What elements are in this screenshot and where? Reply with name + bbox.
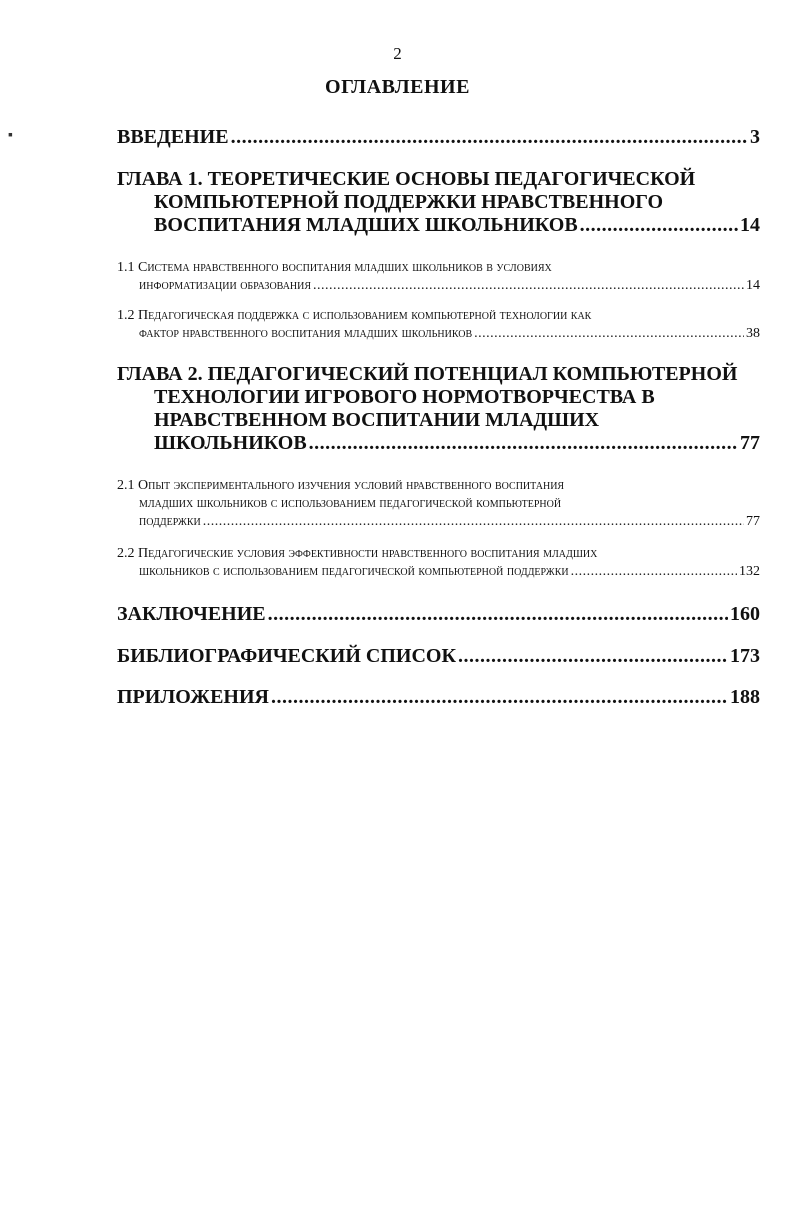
toc-entry-page: 3	[750, 126, 760, 148]
toc-entry-appendices[interactable]	[117, 686, 760, 709]
toc-entry-page: 173	[730, 645, 760, 667]
toc-entry-title: информатизации образования	[139, 278, 312, 293]
toc-entry-section-2-2[interactable]	[117, 545, 760, 581]
toc-entry-title: БИБЛИОГРАФИЧЕСКИЙ СПИСОК	[117, 645, 456, 667]
toc-entry-title: поддержки	[139, 514, 201, 529]
dot-leader	[268, 603, 728, 626]
page-number: 2	[393, 44, 402, 63]
toc-entry-section-1-2[interactable]	[117, 307, 760, 343]
toc-entry-page: 14	[746, 278, 760, 293]
toc-entry-chapter-2[interactable]	[117, 363, 760, 455]
dot-leader	[271, 686, 728, 709]
toc-entry-title: 2.1 Опыт экспериментального изучения условий нравственного воспитания	[117, 478, 565, 493]
toc-entry-conclusion[interactable]	[117, 603, 760, 626]
toc-entry-page: 77	[740, 432, 760, 454]
toc-entry-title: ГЛАВА 2. ПЕДАГОГИЧЕСКИЙ ПОТЕНЦИАЛ КОМПЬЮТЕРНОЙ	[117, 363, 738, 385]
toc-entry-title: ЗАКЛЮЧЕНИЕ	[117, 603, 266, 625]
toc-entry-title: ШКОЛЬНИКОВ	[154, 432, 307, 454]
toc-entry-page: 188	[730, 686, 760, 708]
dot-leader	[571, 563, 737, 581]
toc-entry-section-1-1[interactable]	[117, 259, 760, 295]
dot-leader	[458, 645, 728, 668]
toc-entry-page: 77	[746, 514, 760, 529]
toc-entry-title: 1.2 Педагогическая поддержка с использованием компьютерной технологии как	[117, 308, 592, 323]
dot-leader	[580, 214, 738, 237]
toc-entry-intro[interactable]	[117, 126, 760, 149]
toc-entry-page: 132	[739, 564, 760, 579]
toc-entry-section-2-1[interactable]	[117, 477, 760, 531]
toc-entry-title: школьников с использованием педагогической компьютерной поддержки	[139, 564, 569, 579]
toc-entry-title: 2.2 Педагогические условия эффективности нравственного воспитания младших	[117, 546, 598, 561]
toc-entry-title: фактор нравственного воспитания младших школьников	[139, 326, 473, 341]
toc-entry-page: 160	[730, 603, 760, 625]
toc-entry-title: ПРИЛОЖЕНИЯ	[117, 686, 269, 708]
toc-entry-title: КОМПЬЮТЕРНОЙ ПОДДЕРЖКИ НРАВСТВЕННОГО	[154, 191, 664, 213]
dot-leader	[203, 513, 744, 531]
toc-entry-page: 38	[746, 326, 760, 341]
toc-entry-title: 1.1 Система нравственного воспитания младших школьников в условиях	[117, 260, 552, 275]
toc-heading: ОГЛАВЛЕНИЕ	[325, 76, 470, 98]
toc-entry-chapter-1[interactable]	[117, 168, 760, 237]
toc-entry-title: ВВЕДЕНИЕ	[117, 126, 229, 148]
toc-entry-title: НРАВСТВЕННОМ ВОСПИТАНИИ МЛАДШИХ	[154, 409, 600, 431]
toc-entry-page: 14	[740, 214, 760, 236]
dot-leader	[309, 432, 738, 455]
dot-leader	[313, 277, 744, 295]
dot-leader	[474, 325, 744, 343]
dot-leader	[231, 126, 748, 149]
toc-entry-title: ГЛАВА 1. ТЕОРЕТИЧЕСКИЕ ОСНОВЫ ПЕДАГОГИЧЕСКОЙ	[117, 168, 696, 190]
toc-entry-title: ВОСПИТАНИЯ МЛАДШИХ ШКОЛЬНИКОВ	[154, 214, 578, 236]
scan-mark: ▪	[8, 128, 13, 143]
toc-entry-bibliography[interactable]	[117, 645, 760, 668]
toc-entry-title: младших школьников с использованием педагогической компьютерной	[139, 496, 562, 511]
toc-entry-title: ТЕХНОЛОГИИ ИГРОВОГО НОРМОТВОРЧЕСТВА В	[154, 386, 655, 408]
